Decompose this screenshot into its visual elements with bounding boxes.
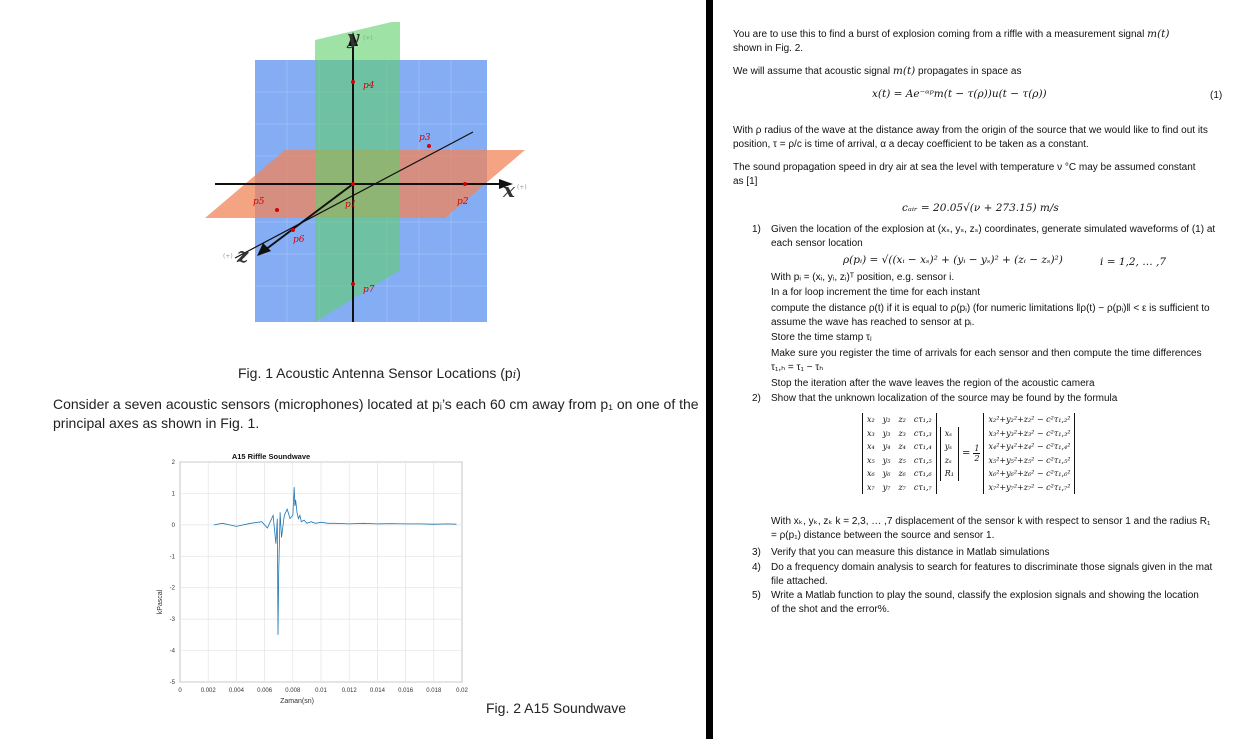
y-axis-title: kPascal [157,589,164,615]
rhs-cell: x₂²+y₂²+z₂² − c²τ₁,₂² [988,415,1071,424]
matrix-cell: cτ₁,₇ [913,482,932,492]
figure1-caption: Fig. 1 Acoustic Antenna Sensor Locations (pi) [238,365,521,381]
matrix-cell: z₆ [898,469,906,478]
rhs-cell: x₆²+y₆²+z₆² − c²τ₁,₆² [988,469,1071,478]
x-axis-unit: (+) [517,184,527,191]
z-axis-label: z [237,243,249,267]
y-tick-label: 0 [171,522,175,529]
y-tick-label: 1 [171,491,175,498]
right-paragraph-4: The sound propagation speed in dry air at sea the level with temperature ν °C may be assumed constant as [1] [733,162,1196,187]
item-1-e: Make sure you register the time of arrivals for each sensor and then compute the time differences τ₁,ₕ = τ₁ − τₕ [771,348,1202,373]
vector-cell: zₛ [944,455,952,465]
right-paragraph-1: You are to use this to find a burst of explosion coming from a riffle with a measurement signal m(t) shown in Fig. 2. [733,28,1170,54]
x-tick-label: 0.006 [257,688,273,694]
vector-cell: xₛ [944,428,952,438]
rhs-cell: x₇²+y₇²+z₇² − c²τ₁,₇² [988,482,1071,492]
y-tick-label: -5 [169,680,175,686]
sensor-p5-label: p5 [253,197,265,207]
equation-3: ρ(pᵢ) = √((xᵢ − xₛ)² + (yᵢ − yₛ)² + (zᵢ − zₛ)²) [843,254,1063,266]
matrix-cell: x₇ [867,482,875,492]
rhs-row [984,440,1075,454]
item-4-number: 4) [752,562,761,573]
matrix-row [863,440,937,454]
sensor-p3-point [427,144,431,148]
matrix-cell: x₂ [867,415,875,424]
item-5-number: 5) [752,590,761,601]
sensor-p1-point [351,182,355,186]
x-tick-label: 0.01 [315,688,327,694]
equation-1-number: (1) [1210,90,1223,101]
x-axis-title: Zaman(sn) [280,698,314,705]
item-2-a: With xₖ, yₖ, zₖ k = 2,3, … ,7 displacement of the sensor k with respect to sensor 1 and the radius R₁ = ρ(p₁) distance between the source and sensor 1. [771,516,1211,541]
item-2-number: 2) [752,393,761,404]
rhs-row [984,467,1075,481]
matrix-cell: z₃ [898,428,906,438]
y-tick-label: -1 [169,554,175,561]
matrix-cell: y₆ [882,469,891,478]
matrix-cell: z₄ [898,442,906,451]
item-2-text: Show that the unknown localization of the source may be found by the formula [771,393,1118,404]
x-tick-label: 0.016 [398,688,414,694]
z-axis-unit: (+) [223,253,233,260]
half-factor: $\frac{1}{2}$ [974,444,980,463]
matrix-cell: x₃ [867,428,875,438]
equation-3-range: i = 1,2, … ,7 [1100,256,1167,268]
rhs-vector [983,413,1075,494]
vector-row [940,427,958,441]
localization-matrix-equation: x₂ y₂ z₂ cτ₁,₂ x₃ y₃ z₃ cτ₁,₃ x₄ y₄ z₄ cτ₁,₄ x₅ y₅ z₅ cτ₁,₅ x₆ y₆ z₆ cτ₁,₆ x₇ y₇ z₇ cτ₁,₇ xₛ yₛ zₛ R₁ = $\frac{1}{2}$ x₂²+y₂²+z₂² − c²τ₁,₂² x₃²+y₃²+z₃² − c²τ₁,₃² x₄²+y₄²+z₄² − c²τ₁,₄² x₅²+y₅²+z₅² − c²τ₁,₅² x₆²+y₆²+z₆² − c²τ₁,₆² x₇²+y₇²+z₇² − c²τ₁,₇² [862,413,1075,494]
matrix-cell: y₅ [882,455,891,465]
matrix-cell: z₇ [898,482,906,492]
item-1-c: compute the distance ρ(t) if it is equal to ρ(pᵢ) (for numeric limitations ‖ρ(t) − ρ(pᵢ)‖ < ε is sufficient to assume the wave has reached to sensor at pᵢ. [771,303,1210,328]
x-tick-label: 0.002 [200,688,216,694]
item-1-number: 1) [752,224,761,235]
displacement-matrix [862,413,937,494]
matrix-cell: x₅ [867,455,875,465]
rhs-cell: x₄²+y₄²+z₄² − c²τ₁,₄² [988,442,1071,451]
matrix-cell: x₄ [867,442,875,451]
item-3-text: Verify that you can measure this distance in Matlab simulations [771,547,1050,558]
matrix-row [863,427,937,441]
item-5-text: Write a Matlab function to play the sound, classify the explosion signals and showing the location of the shot and the error%. [771,590,1199,615]
item-3-number: 3) [752,547,761,558]
matrix-cell: cτ₁,₂ [913,415,932,424]
intro-paragraph: Consider a seven acoustic sensors (microphones) located at pᵢ’s each 60 cm away from p₁ on one of the principal axes as shown in Fig. 1. [53,396,699,431]
vector-row [940,467,958,481]
y-axis-label: y [347,25,359,49]
x-tick-label: 0.02 [456,688,468,694]
y-axis-unit: (+) [363,35,373,42]
x-tick-label: 0.004 [228,688,244,694]
x-axis-label: x [503,178,515,202]
item-1-b: In a for loop increment the time for each instant [771,287,980,298]
sensor-p6-point [291,228,295,232]
matrix-cell: z₅ [898,455,906,465]
yz-plane [315,22,400,322]
sensor-p4-point [351,80,355,84]
matrix-cell: y₂ [882,415,891,424]
y-tick-label: 2 [171,460,175,466]
y-tick-label: -2 [169,585,175,592]
item-4-text: Do a frequency domain analysis to search for features to discriminate those signals given in the mat file attached. [771,562,1213,587]
chart-title: A15 Riffle Soundwave [231,452,311,461]
rhs-cell: x₃²+y₃²+z₃² − c²τ₁,₃² [988,428,1071,438]
matrix-cell: cτ₁,₆ [913,469,932,478]
unknown-vector [940,427,959,481]
sensor-location-figure [195,22,555,352]
item-1-text: Given the location of the explosion at (xₛ, yₛ, zₛ) coordinates, generate simulated waveforms of (1) at each sensor location [771,224,1216,249]
matrix-cell: z₂ [898,415,906,424]
sensor-p3-label: p3 [419,133,431,143]
sensor-p2-point [463,182,467,186]
x-tick-label: 0.014 [369,688,385,694]
sensor-p4-label: p4 [363,81,375,91]
matrix-row [863,467,937,481]
y-tick-label: -3 [169,617,175,624]
matrix-cell: y₄ [882,442,891,451]
equation-1: x(t) = Ae⁻ᵅᵖm(t − τ(ρ))u(t − τ(ρ)) [872,88,1047,100]
matrix-cell: cτ₁,₄ [913,442,932,451]
sensor-p6-label: p6 [293,235,305,245]
vector-cell: yₛ [944,442,952,451]
right-paragraph-3: With ρ radius of the wave at the distance away from the origin of the source that we would like to find out its position, τ = ρ/c is time of arrival, α a decay coefficient to be taken as a constant. [733,125,1208,150]
x-tick-label: 0.008 [285,688,301,694]
soundwave-chart [150,448,470,710]
matrix-row [863,413,937,427]
item-1-a: With pᵢ = (xᵢ, yᵢ, zᵢ)ᵀ position, e.g. sensor i. [771,272,955,283]
matrix-cell: y₇ [882,482,891,492]
matrix-cell: x₆ [867,469,875,478]
matrix-row [863,481,937,495]
y-tick-label: -4 [169,648,175,655]
sensor-p7-label: p7 [363,285,375,295]
x-tick-label: 0 [178,688,182,694]
sensor-p5-point [275,208,279,212]
matrix-cell: cτ₁,₃ [913,428,932,438]
sensor-p1-label: p1 [345,200,357,210]
item-1-f: Stop the iteration after the wave leaves the region of the acoustic camera [771,378,1095,389]
sensor-p2-label: p2 [457,197,469,207]
right-paragraph-2: We will assume that acoustic signal m(t) propagates in space as [733,65,1022,77]
rhs-cell: x₅²+y₅²+z₅² − c²τ₁,₅² [988,455,1071,465]
vector-cell: R₁ [944,469,954,478]
rhs-row [984,427,1075,441]
matrix-row [863,454,937,468]
matrix-cell: y₃ [882,428,891,438]
rhs-row [984,454,1075,468]
rhs-row [984,481,1075,495]
sensor-p7-point [351,282,355,286]
matrix-cell: cτ₁,₅ [913,455,932,465]
equation-2: cₐᵢᵣ = 20.05√(ν + 273.15) m/s [902,202,1059,214]
item-1-d: Store the time stamp τⱼ [771,332,872,343]
x-tick-label: 0.018 [426,688,442,694]
figure2-caption: Fig. 2 A15 Soundwave [486,700,627,716]
page-divider [706,0,713,739]
vector-row [940,454,958,468]
x-tick-label: 0.012 [341,688,357,694]
rhs-row [984,413,1075,427]
vector-row [940,440,958,454]
